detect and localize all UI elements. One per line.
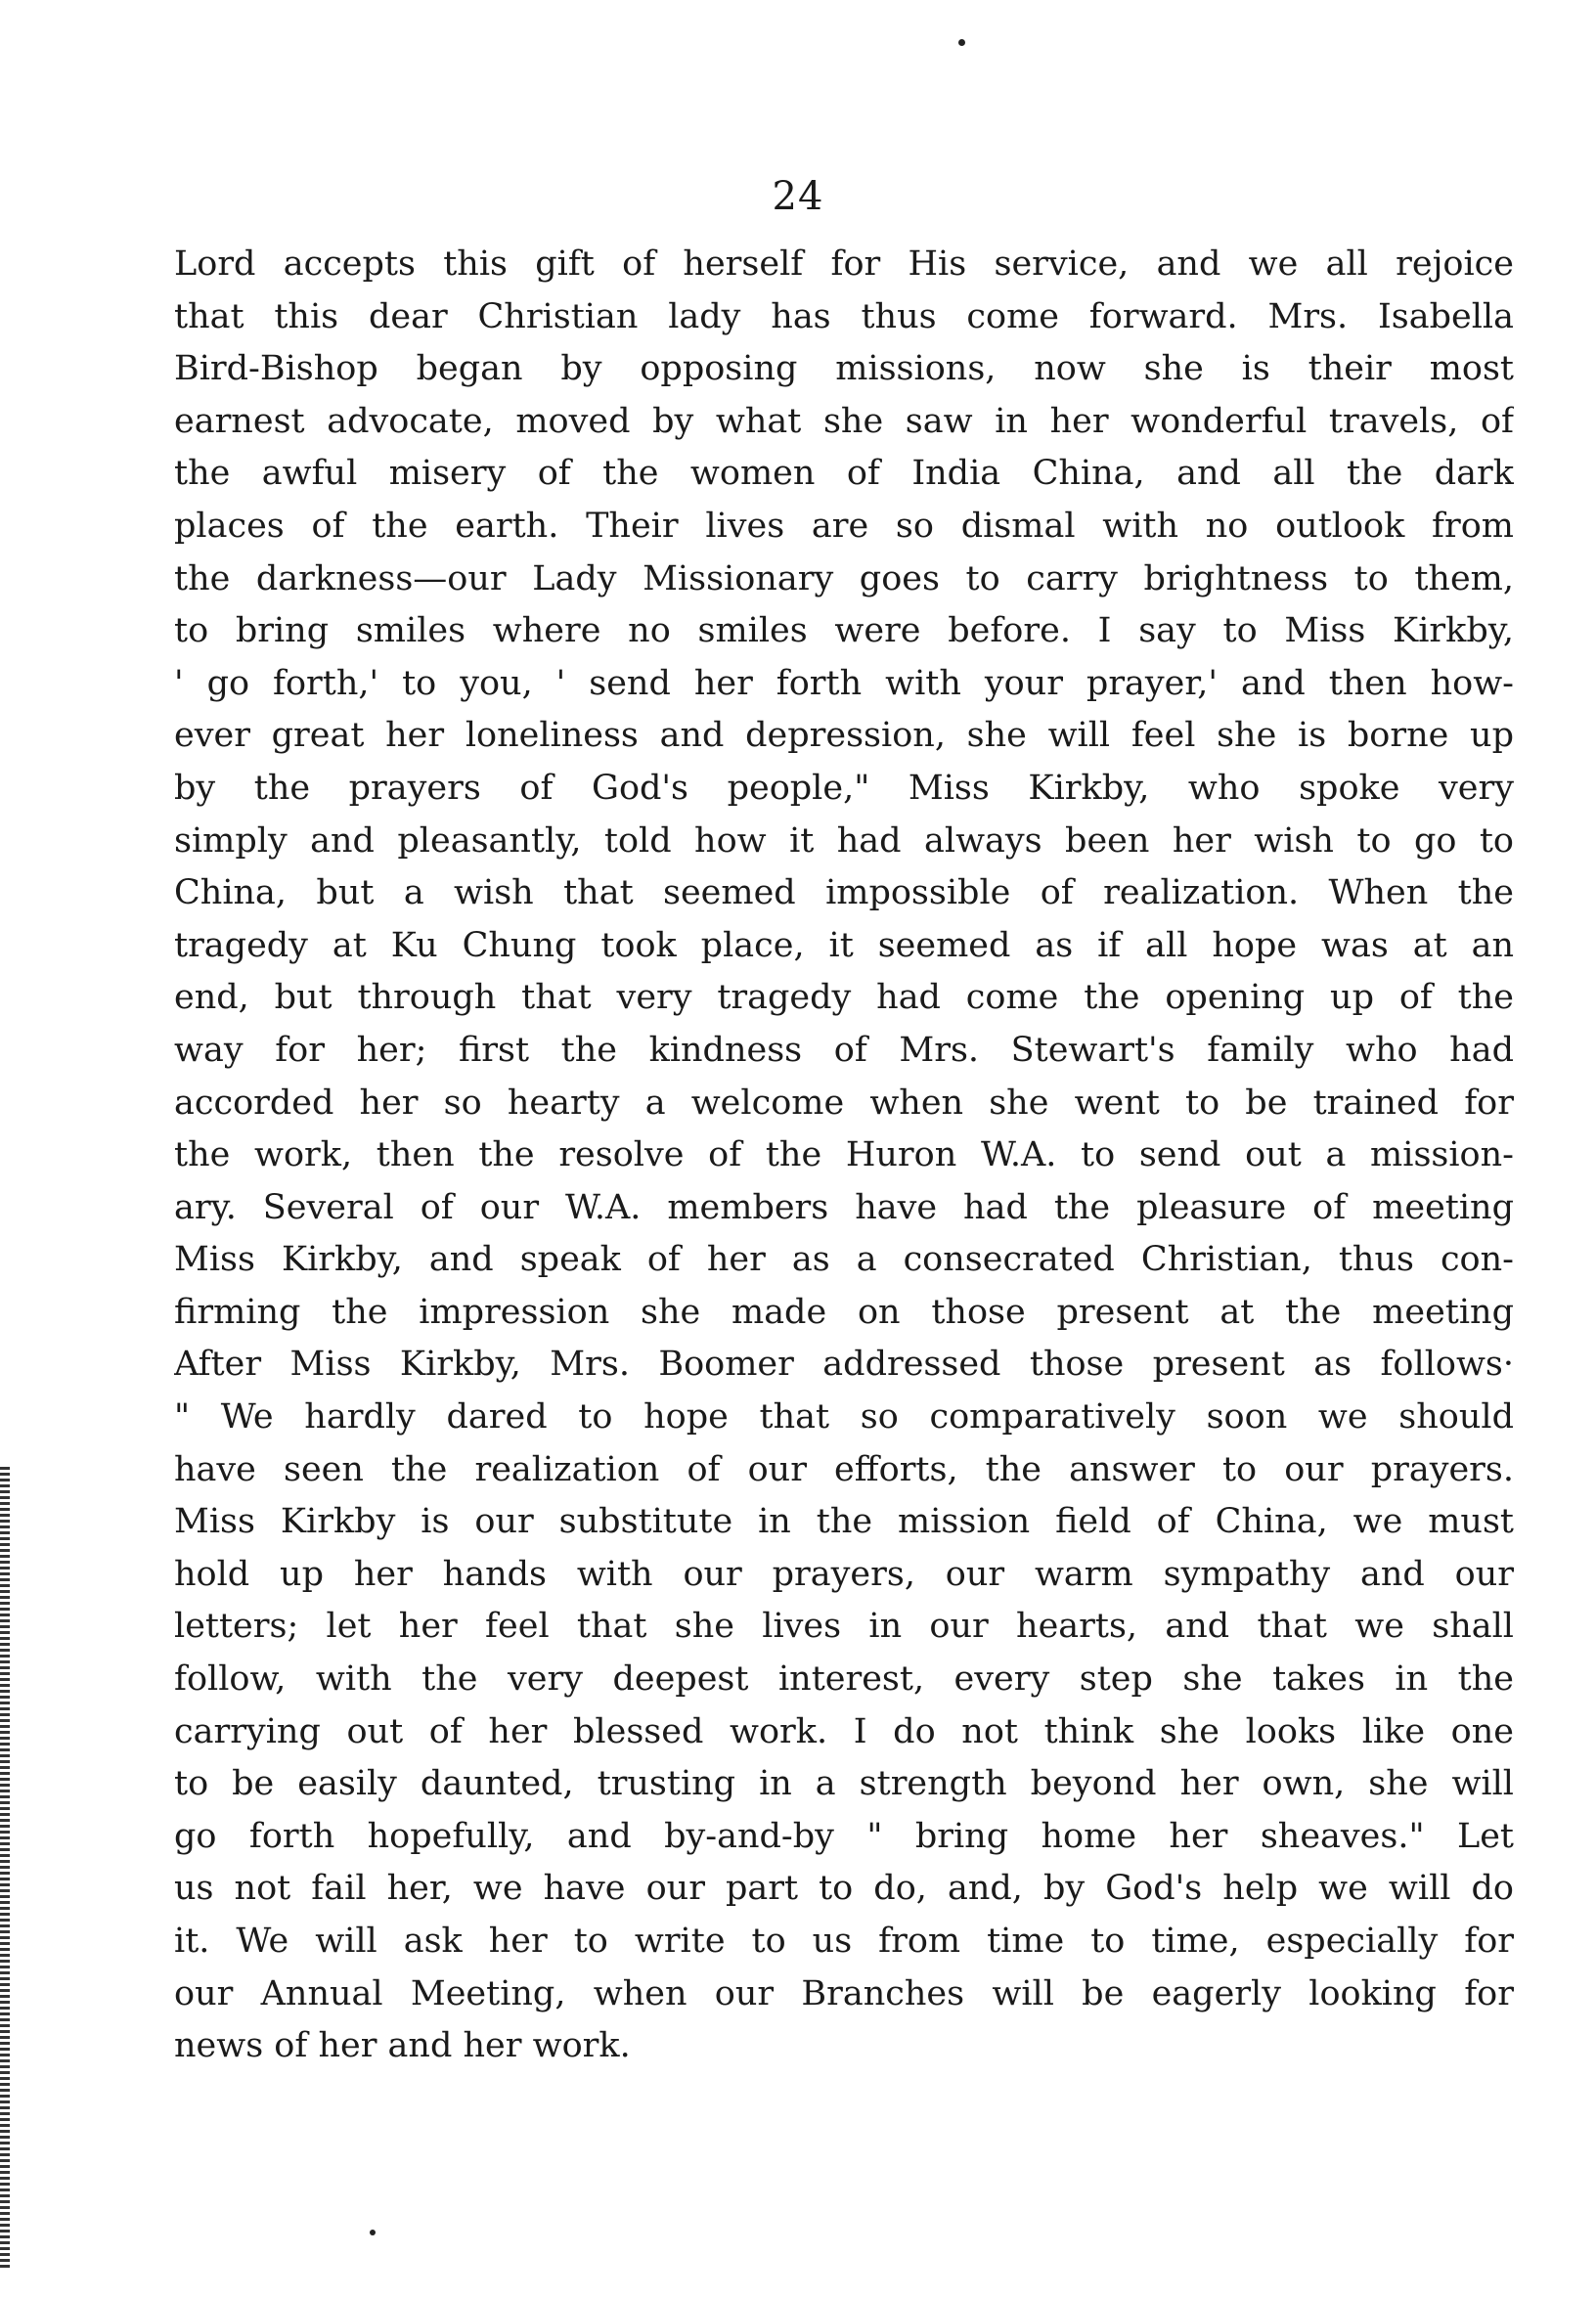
text-line: " We hardly dared to hope that so comparatively soon we should	[174, 1397, 1514, 1437]
text-line: tragedy at Ku Chung took place, it seemed as if all hope was at an	[174, 925, 1514, 965]
text-line: have seen the realization of our efforts, the answer to our prayers.	[174, 1449, 1514, 1489]
text-line: the work, then the resolve of the Huron W.A. to send out a mission-	[174, 1135, 1514, 1175]
text-line: follow, with the very deepest interest, every step she takes in the	[174, 1659, 1514, 1700]
text-line: our Annual Meeting, when our Branches will be eagerly looking for	[174, 1973, 1514, 2013]
text-line: Miss Kirkby, and speak of her as a consecrated Christian, thus con-	[174, 1240, 1514, 1280]
text-line: way for her; first the kindness of Mrs. Stewart's family who had	[174, 1030, 1514, 1070]
text-line: After Miss Kirkby, Mrs. Boomer addressed those present as follows·	[174, 1345, 1514, 1385]
text-line: ary. Several of our W.A. members have had the pleasure of meeting	[174, 1187, 1514, 1227]
page-number: 24	[772, 174, 824, 219]
text-line: firming the impression she made on those present at the meeting	[174, 1292, 1514, 1332]
text-line: ' go forth,' to you, ' send her forth with your prayer,' and then how-	[174, 663, 1514, 703]
scan-edge-mark	[0, 1467, 10, 2269]
text-line: Lord accepts this gift of herself for His service, and we all rejoice	[174, 244, 1514, 284]
text-line: Bird-Bishop began by opposing missions, now she is their most	[174, 349, 1514, 389]
text-line: the awful misery of the women of India China, and all the dark	[174, 454, 1514, 494]
text-line: that this dear Christian lady has thus come forward. Mrs. Isabella	[174, 296, 1514, 336]
text-line: to be easily daunted, trusting in a strength beyond her own, she will	[174, 1764, 1514, 1804]
text-line: hold up her hands with our prayers, our warm sympathy and our	[174, 1554, 1514, 1594]
text-line: us not fail her, we have our part to do, and, by God's help we will do	[174, 1869, 1514, 1909]
text-line: carrying out of her blessed work. I do not think she looks like one	[174, 1711, 1514, 1751]
text-line: earnest advocate, moved by what she saw in her wonderful travels, of	[174, 401, 1514, 441]
text-line: to bring smiles where no smiles were before. I say to Miss Kirkby,	[174, 611, 1514, 651]
text-line: news of her and her work.	[174, 2026, 631, 2066]
text-line: China, but a wish that seemed impossible of realization. When the	[174, 873, 1514, 913]
text-line: accorded her so hearty a welcome when she went to be trained for	[174, 1083, 1514, 1123]
text-line: ever great her loneliness and depression, she will feel she is borne up	[174, 716, 1514, 756]
text-line: by the prayers of God's people," Miss Kirkby, who spoke very	[174, 768, 1514, 808]
body-text	[174, 239, 1514, 2073]
text-line: go forth hopefully, and by-and-by " bring home her sheaves." Let	[174, 1816, 1514, 1856]
text-line: simply and pleasantly, told how it had always been her wish to go to	[174, 820, 1514, 861]
text-line: the darkness—our Lady Missionary goes to carry brightness to them,	[174, 558, 1514, 598]
text-line: places of the earth. Their lives are so dismal with no outlook from	[174, 506, 1514, 546]
scan-speck-top	[958, 39, 965, 46]
text-line: Miss Kirkby is our substitute in the mission field of China, we must	[174, 1502, 1514, 1542]
scan-speck-bottom	[370, 2230, 376, 2235]
text-line: letters; let her feel that she lives in our hearts, and that we shall	[174, 1607, 1514, 1647]
text-line: it. We will ask her to write to us from time to time, especially for	[174, 1922, 1514, 1961]
text-line: end, but through that very tragedy had come the opening up of the	[174, 978, 1514, 1018]
